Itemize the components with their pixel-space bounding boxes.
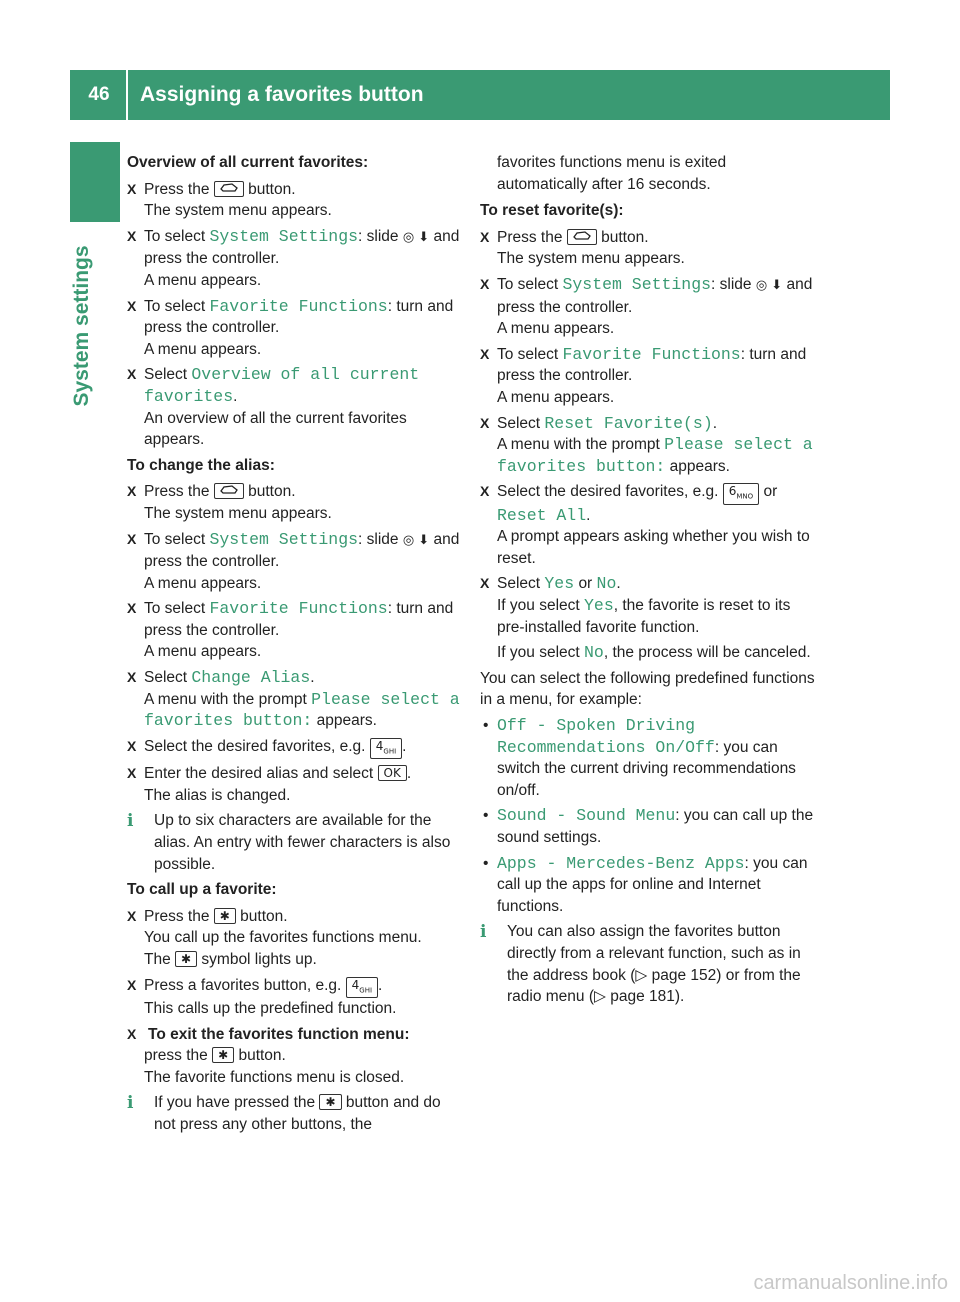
step — [127, 364, 462, 450]
section-heading: Overview of all current favorites: — [127, 154, 369, 171]
page-title: Assigning a favorites button — [140, 83, 424, 106]
menu-item: Apps - Mercedes-Benz Apps — [497, 853, 745, 873]
info-note — [127, 1092, 462, 1135]
info-text: You can also assign the favorites button directly from a relevant function, such as in the address book (▷ page 152) or from the radio menu (▷ page 181). — [507, 923, 801, 1006]
step-text: : turn and press the controller. — [144, 600, 454, 639]
section-heading: To call up a favorite: — [127, 881, 277, 899]
bullet-dot: • — [483, 807, 489, 825]
step-text: and press the controller. — [144, 530, 460, 571]
menu-item: Reset All — [497, 505, 587, 525]
menu-prompt: Please select a favorites button: — [144, 689, 460, 731]
key-digit: 4 — [351, 977, 360, 992]
key-letters: GHI — [383, 747, 397, 756]
step-text: button. — [240, 907, 288, 925]
step-arrow-icon: X — [127, 297, 137, 314]
step-arrow-icon: X — [127, 669, 137, 686]
menu-prompt: Please select a favorites button: — [497, 435, 813, 476]
step-text: button. — [248, 483, 296, 501]
step-result: A menu appears. — [497, 320, 615, 338]
step-text: . — [378, 976, 383, 994]
section-heading: To reset favorite(s): — [480, 202, 624, 220]
step-result — [497, 434, 815, 477]
step-text-part: button. — [238, 1047, 286, 1065]
step-result: The system menu appears. — [497, 250, 685, 268]
list-item — [480, 853, 815, 918]
step-result-text: A menu with the prompt — [497, 436, 660, 454]
step-text: : turn and press the controller. — [497, 345, 807, 385]
step-text: Select — [497, 414, 541, 432]
step-arrow-icon: X — [127, 737, 137, 754]
step-text: Select — [144, 669, 188, 687]
info-icon: i — [480, 922, 487, 943]
step-text: To select — [497, 345, 559, 363]
step-arrow-icon: X — [127, 1025, 137, 1042]
step — [480, 413, 815, 478]
menu-item: Favorite Functions — [209, 296, 388, 316]
list-item-text: : you can call up the sound settings. — [497, 807, 814, 847]
header-divider — [126, 70, 128, 120]
step — [480, 344, 815, 409]
step — [127, 296, 462, 361]
step-result: This calls up the predefined function. — [144, 999, 397, 1017]
info-icon: i — [127, 811, 134, 832]
step-arrow-icon: X — [480, 275, 490, 292]
list-item-text: : you can switch the current driving recommendations on/off. — [497, 738, 796, 799]
step-text-part: press the — [144, 1047, 208, 1065]
step-text: Press the — [497, 228, 563, 246]
menu-item: System Settings — [209, 529, 359, 549]
step-text: : slide — [711, 275, 752, 293]
step-text: : slide — [358, 530, 399, 548]
step-heading: To exit the favorites function menu: — [148, 1025, 410, 1043]
favorites-star-key-icon: ✱ — [175, 951, 197, 967]
body-paragraph: You can select the following predefined functions in a menu, for example: — [480, 669, 815, 709]
step-result-text: appears. — [669, 457, 730, 475]
step-arrow-icon: X — [127, 600, 137, 617]
step-arrow-icon: X — [480, 575, 490, 592]
favorites-star-key-icon: ✱ — [212, 1047, 234, 1063]
step-arrow-icon: X — [127, 907, 137, 924]
step — [480, 573, 815, 663]
step-result: The alias is changed. — [144, 786, 291, 804]
key-digit: 4 — [375, 738, 384, 753]
step-result-text: , the favorite is reset to its pre-installed favorite function. — [497, 597, 791, 636]
menu-item: Favorite Functions — [562, 344, 741, 364]
controller-slide-icon: ◎ ⬇ — [402, 229, 430, 245]
step-result-text: symbol lights up. — [201, 950, 317, 968]
step-result — [144, 689, 462, 732]
step — [127, 179, 462, 222]
step — [480, 227, 815, 270]
step-text: and press the controller. — [144, 227, 460, 268]
step-result: A menu appears. — [497, 388, 615, 406]
step-result: The favorite functions menu is closed. — [144, 1068, 405, 1086]
step-arrow-icon: X — [480, 228, 490, 245]
step — [127, 481, 462, 524]
controller-slide-icon: ◎ ⬇ — [402, 532, 430, 548]
step-arrow-icon: X — [480, 483, 490, 500]
step-result-text: The — [144, 950, 171, 968]
step-text: Select — [497, 575, 541, 593]
digit-6-mno-key — [723, 483, 759, 504]
step-arrow-icon: X — [127, 483, 137, 500]
key-letters: MNO — [736, 492, 754, 501]
list-item-text: : you can call up the apps for online and Internet functions. — [497, 854, 808, 915]
step-result — [497, 642, 815, 664]
step-result — [144, 949, 462, 971]
step-text: . — [712, 414, 718, 432]
step-text: button. — [248, 180, 296, 198]
step-text: . — [310, 669, 315, 687]
step-result: A menu appears. — [144, 574, 262, 592]
side-tab-label: System settings — [70, 245, 93, 407]
step-text: button. — [601, 228, 649, 246]
side-tab-marker — [70, 142, 120, 222]
favorites-star-key-icon: ✱ — [319, 1094, 341, 1110]
step — [127, 667, 462, 732]
menu-item-no: No — [584, 643, 604, 663]
step-text: Select — [144, 366, 188, 384]
step-text: To select — [497, 275, 559, 293]
info-note — [127, 810, 462, 875]
info-icon: i — [127, 1093, 134, 1114]
step-text: or — [578, 575, 593, 593]
info-text: button and do not press any other buttons, the — [154, 1094, 441, 1133]
step-text: or — [763, 483, 778, 501]
step — [127, 906, 462, 971]
step-text: . — [406, 765, 412, 783]
step-result: A prompt appears asking whether you wish to reset. — [497, 528, 810, 567]
step-text — [144, 1045, 462, 1067]
list-item — [480, 805, 815, 848]
favorites-star-key-icon: ✱ — [214, 908, 236, 924]
step-result: You call up the favorites functions menu. — [144, 929, 422, 947]
step-result: A menu appears. — [144, 271, 262, 289]
menu-item-yes: Yes — [584, 596, 614, 616]
step-result: The system menu appears. — [144, 504, 332, 522]
step — [480, 274, 815, 340]
digit-4-ghi-key — [346, 977, 378, 998]
menu-item: Favorite Functions — [209, 599, 388, 619]
right-column — [480, 152, 815, 1012]
step-result: An overview of all the current favorites appears. — [144, 409, 407, 449]
step-result-text: A menu with the prompt — [144, 690, 307, 708]
step-text: To select — [144, 600, 206, 618]
step — [127, 598, 462, 663]
menu-item: Change Alias — [191, 668, 311, 688]
step-text: To select — [144, 227, 206, 245]
bullet-dot: • — [483, 717, 489, 735]
left-column — [127, 152, 462, 1140]
step — [127, 763, 462, 806]
step-arrow-icon: X — [127, 976, 137, 993]
menu-item: System Settings — [562, 274, 712, 294]
step-text: To select — [144, 530, 206, 548]
step-arrow-icon: X — [127, 366, 137, 383]
step-text: Select the desired favorites, e.g. — [497, 483, 719, 501]
menu-item: Sound - Sound Menu — [497, 806, 676, 826]
menu-item: Reset Favorite(s) — [544, 413, 713, 433]
digit-4-ghi-key — [370, 738, 402, 759]
step-text: Select the desired favorites, e.g. — [144, 737, 366, 755]
step-text: . — [233, 387, 238, 405]
ok-key-icon: OK — [378, 765, 407, 781]
controller-slide-icon: ◎ ⬇ — [755, 277, 783, 293]
step-text: : slide — [358, 227, 399, 245]
step — [127, 529, 462, 595]
step-arrow-icon: X — [480, 345, 490, 362]
info-text: If you have pressed the — [154, 1094, 316, 1112]
step-text: and press the controller. — [497, 275, 813, 316]
step-text: : turn and press the controller. — [144, 297, 454, 337]
key-digit: 6 — [728, 484, 737, 499]
step — [127, 1024, 462, 1089]
step-result — [497, 595, 815, 638]
step-arrow-icon: X — [127, 765, 137, 782]
info-note — [480, 921, 815, 1007]
step-text: Enter the desired alias and select — [144, 765, 374, 783]
menu-item: Off - Spoken Driving Recommendations On/Off — [497, 716, 715, 757]
step-text: To select — [144, 297, 206, 315]
step-result: A menu appears. — [144, 643, 262, 661]
step — [127, 226, 462, 292]
bullet-dot: • — [483, 854, 489, 872]
step-text: Press the — [144, 180, 210, 198]
page-number: 46 — [88, 84, 110, 105]
back-button-icon — [214, 483, 244, 499]
step-arrow-icon: X — [127, 180, 137, 197]
step — [480, 481, 815, 569]
back-button-icon — [567, 229, 597, 245]
step-arrow-icon: X — [127, 530, 137, 547]
step-arrow-icon: X — [127, 227, 137, 244]
back-button-icon — [214, 181, 244, 197]
step-text: Press a favorites button, e.g. — [144, 976, 342, 994]
info-text-continued: favorites functions menu is exited automatically after 16 seconds. — [497, 154, 727, 193]
info-text: Up to six characters are available for the alias. An entry with fewer characters is also possible. — [154, 812, 451, 873]
step-text: . — [586, 506, 591, 524]
menu-item: Overview of all current favorites — [144, 365, 420, 406]
step-result: The system menu appears. — [144, 202, 332, 220]
step-result-text: , the process will be canceled. — [603, 644, 811, 662]
watermark: carmanualsonline.info — [753, 1272, 948, 1294]
menu-item-yes: Yes — [544, 574, 575, 594]
step — [127, 736, 462, 759]
step-result: A menu appears. — [144, 340, 262, 358]
key-letters: GHI — [359, 985, 373, 994]
list-item — [480, 715, 815, 801]
step-result-text: If you select — [497, 644, 580, 662]
menu-item: System Settings — [209, 226, 359, 246]
section-heading: To change the alias: — [127, 456, 275, 474]
step-text: Press the — [144, 907, 210, 925]
step-text: . — [402, 737, 407, 755]
step-arrow-icon: X — [480, 414, 490, 431]
step-result-text: appears. — [316, 712, 377, 730]
menu-item-no: No — [596, 574, 617, 594]
step-result-text: If you select — [497, 597, 580, 615]
step-text: Press the — [144, 483, 210, 501]
step — [127, 975, 462, 1020]
step-text: . — [616, 575, 621, 593]
